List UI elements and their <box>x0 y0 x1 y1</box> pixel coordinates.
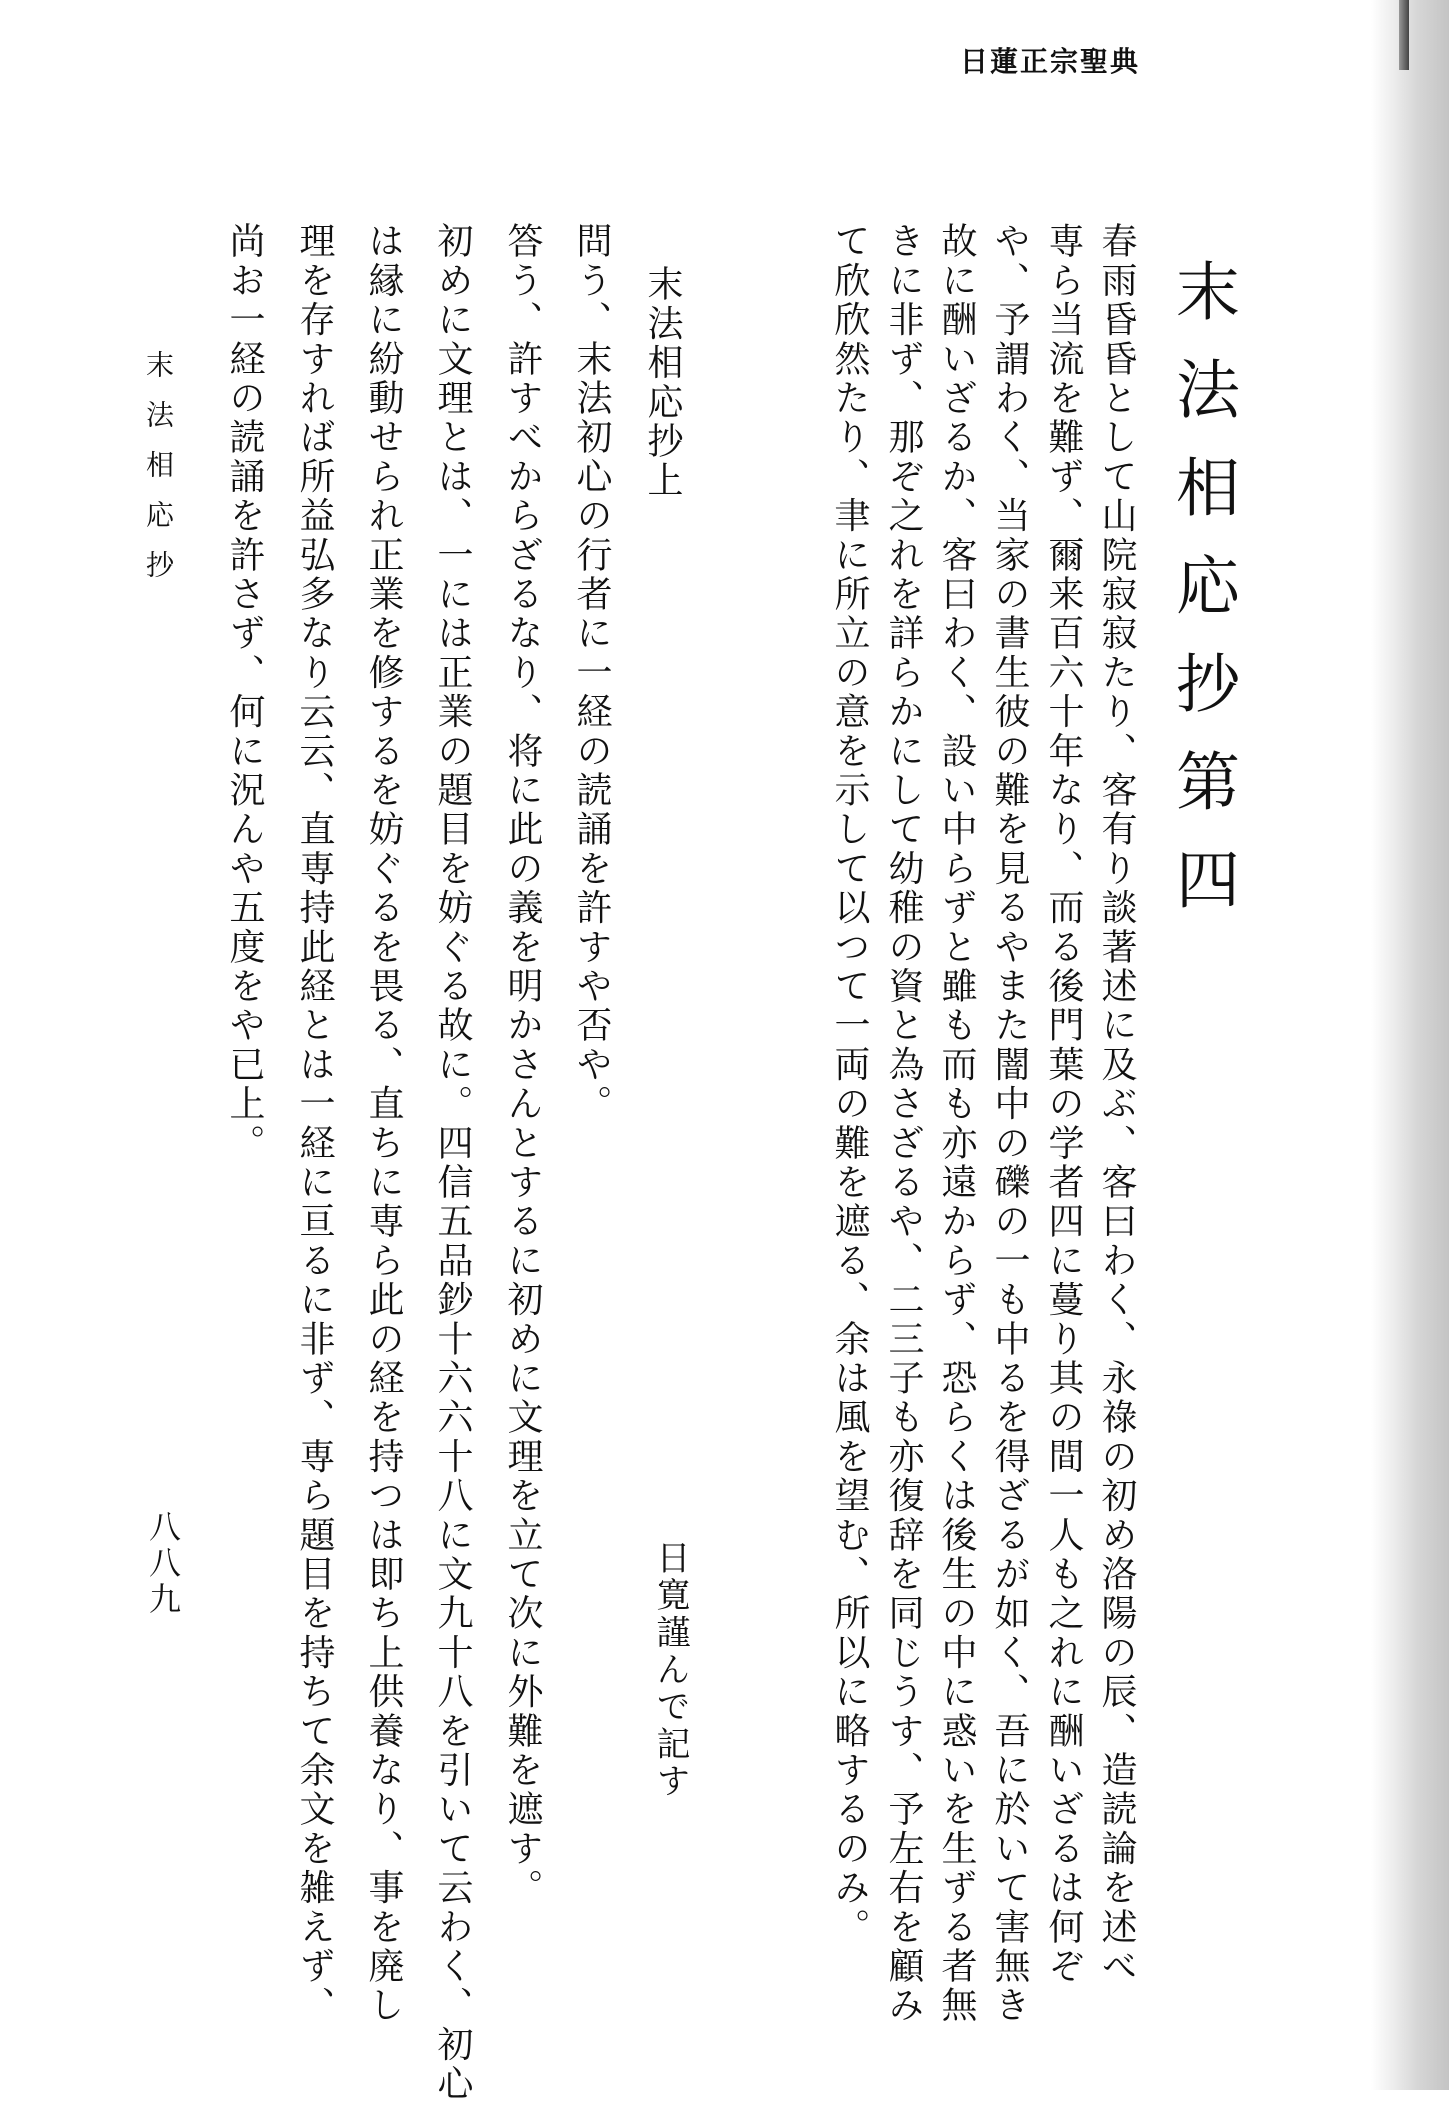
preface-line-6: て欣欣然たり、聿に所立の意を示して以つて一両の難を遮る、余は風を望む、所以に略するのみ。 <box>829 222 870 1947</box>
preface-line-5: きに非ず、那ぞ之れを詳らかにして幼稚の資と為さざるや、二三子も亦復辞を同じうす、予左右を顧み <box>883 222 924 2026</box>
footer-book-title: 末法相応抄 <box>142 350 175 600</box>
running-head: 日蓮正宗聖典 <box>960 45 1141 78</box>
body-line-3: 初めに文理とは、一には正業の題目を妨ぐる故に。四信五品鈔十六六十八に文九十八を引いて云わく、初心 <box>432 222 473 2104</box>
body-line-1: 問う、末法初心の行者に一経の読誦を許すや否や。 <box>571 222 612 1124</box>
preface-line-2: 専ら当流を難ず、爾来百六十年なり、而る後門葉の学者四に蔓り其の間一人も之れに酬いざるは何ぞ <box>1043 222 1084 1986</box>
subtitle: 末法相応抄上 <box>642 265 683 501</box>
page-binding-shadow <box>1371 0 1449 2090</box>
body-line-2: 答う、許すべからざるなり、将に此の義を明かさんとするに初めに文理を立て次に外難を遮す。 <box>502 222 543 1908</box>
document-title: 末法相応抄第四 <box>1165 258 1239 944</box>
page-binding-edge <box>1399 0 1409 70</box>
preface-line-4: 故に酬いざるか、客曰わく、設い中らずと雖も而も亦遠からず、恐らくは後生の中に惑いを生ずる者無 <box>936 222 977 2026</box>
page-number: 八八九 <box>144 1510 182 1618</box>
body-line-6: 尚お一経の読誦を許さず、何に況んや五度をや已上。 <box>224 222 265 1163</box>
body-line-4: は縁に紛動せられ正業を修するを妨ぐるを畏る、直ちに専ら此の経を持つは即ち上供養なり、事を廃し <box>363 222 404 2026</box>
preface-line-1: 春雨昏昏として山院寂寂たり、客有り談著述に及ぶ、客曰わく、永祿の初め洛陽の辰、造読論を述べ <box>1096 222 1137 1986</box>
preface-line-3: や、予謂わく、当家の書生彼の難を見るやまた闇中の礫の一も中るを得ざるが如く、吾に於いて害無き <box>989 222 1030 2026</box>
body-line-5: 理を存すれば所益弘多なり云云、直専持此経とは一経に亘るに非ず、専ら題目を持ちて余文を雑えず、 <box>294 222 335 2026</box>
author-signature: 日寛謹んで記す <box>650 1540 690 1801</box>
